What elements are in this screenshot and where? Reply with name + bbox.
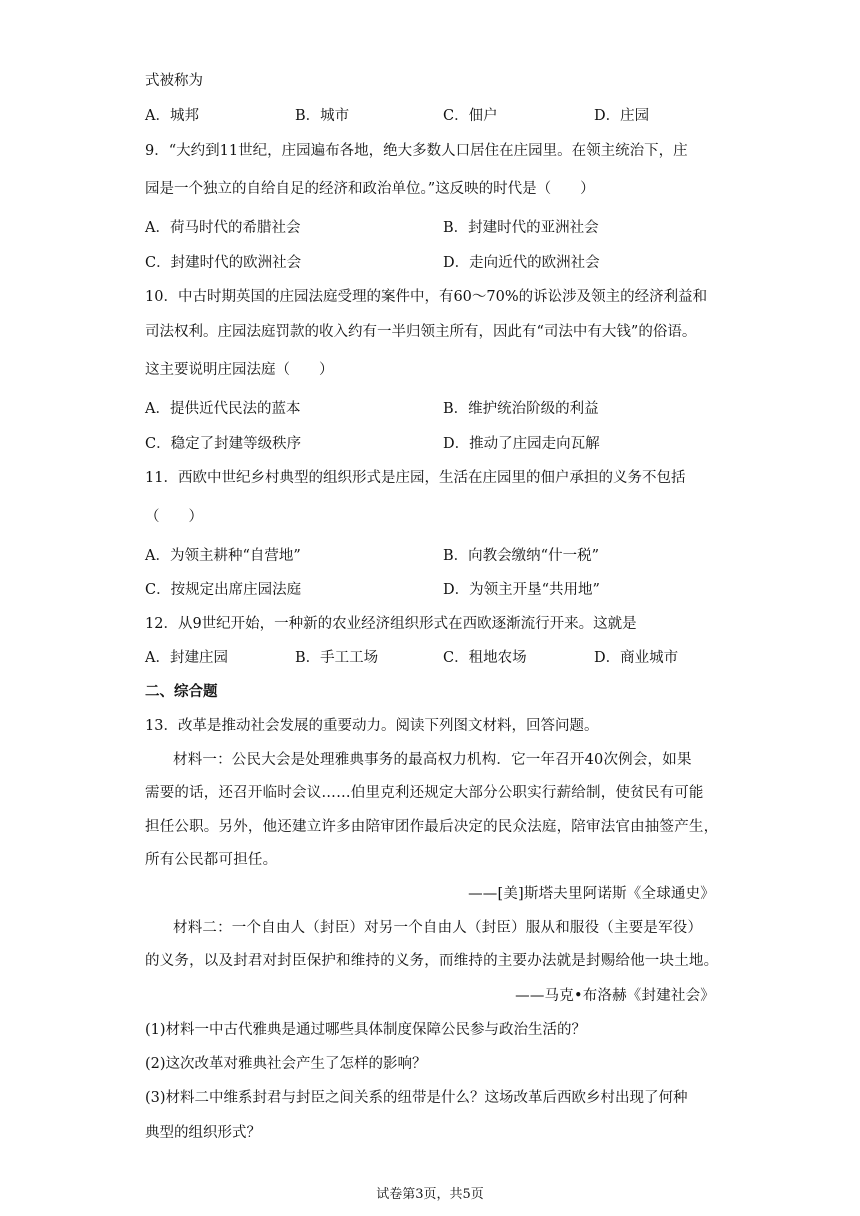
q8-stem-tail: 式被称为 — [145, 73, 203, 89]
q9-option-c: C．封建时代的欧洲社会 — [145, 255, 302, 271]
q13-subquestion-3-line-1: (3)材料二中维系封君与封臣之间关系的纽带是什么？这场改革后西欧乡村出现了何种 — [145, 1090, 688, 1106]
q9-option-b: B．封建时代的亚洲社会 — [443, 220, 599, 236]
material-1-line-3: 担任公职。另外，他还建立许多由陪审团作最后决定的民众法庭，陪审法官由抽签产生， — [145, 819, 719, 835]
q10-option-c: C．稳定了封建等级秩序 — [145, 436, 302, 452]
material-1-line-4: 所有公民都可担任。 — [145, 852, 278, 868]
q8-option-b: B．城市 — [295, 108, 350, 124]
q8-option-d: D．庄园 — [594, 108, 650, 124]
q10-line-2: 司法权利。庄园法庭罚款的收入约有一半归领主所有，因此有“司法中有大钱”的俗语。 — [145, 324, 697, 340]
q9-option-d: D．走向近代的欧洲社会 — [443, 255, 600, 271]
material-2-line-2: 的义务，以及封君对封臣保护和维持的义务，而维持的主要办法就是封赐给他一块土地。 — [145, 953, 719, 969]
q11-option-b: B．向教会缴纳“什一税” — [443, 548, 599, 564]
q11-option-a: A．为领主耕种“自营地” — [145, 548, 301, 564]
q12-option-c: C．租地农场 — [443, 650, 527, 666]
q10-option-b: B．维护统治阶级的利益 — [443, 401, 599, 417]
q9-line-2: 园是一个独立的自给自足的经济和政治单位。”这反映的时代是（ ） — [145, 181, 595, 197]
q10-line-1: 10．中古时期英国的庄园法庭受理的案件中，有60～70%的诉讼涉及领主的经济利益和 — [145, 289, 708, 305]
q9-line-1: 9．“大约到11世纪，庄园遍布各地，绝大多数人口居住在庄园里。在领主统治下，庄 — [145, 143, 688, 159]
q10-line-3: 这主要说明庄园法庭（ ） — [145, 362, 334, 378]
material-1-line-2: 需要的话，还召开临时会议……伯里克利还规定大部分公职实行薪给制，使贫民有可能 — [145, 785, 704, 801]
q13-stem: 13．改革是推动社会发展的重要动力。阅读下列图文材料，回答问题。 — [145, 718, 599, 734]
q9-option-a: A．荷马时代的希腊社会 — [145, 220, 301, 236]
q11-line-1: 11．西欧中世纪乡村典型的组织形式是庄园，生活在庄园里的佃户承担的义务不包括 — [145, 470, 686, 486]
q12-option-b: B．手工工场 — [295, 650, 379, 666]
q12-option-a: A．封建庄园 — [145, 650, 228, 666]
q8-option-c: C．佃户 — [443, 108, 498, 124]
q13-subquestion-2: (2)这次改革对雅典社会产生了怎样的影响？ — [145, 1056, 427, 1072]
q13-subquestion-3-line-2: 典型的组织形式？ — [145, 1125, 261, 1141]
section-heading: 二、综合题 — [145, 683, 218, 700]
q11-line-2: （ ） — [145, 509, 203, 525]
q12-line-1: 12．从9世纪开始，一种新的农业经济组织形式在西欧逐渐流行开来。这就是 — [145, 616, 637, 632]
material-2-line-1: 材料二：一个自由人（封臣）对另一个自由人（封臣）服从和服役（主要是军役） — [173, 920, 703, 936]
page-footer: 试卷第3页，共5页 — [376, 1187, 484, 1202]
q12-option-d: D．商业城市 — [594, 650, 679, 666]
material-1-source: ——[美]斯塔夫里阿诺斯《全球通史》 — [468, 886, 715, 902]
q11-option-d: D．为领主开垦“共用地” — [443, 582, 600, 598]
q10-option-a: A．提供近代民法的蓝本 — [145, 401, 301, 417]
q11-option-c: C．按规定出席庄园法庭 — [145, 582, 302, 598]
q13-subquestion-1: (1)材料一中古代雅典是通过哪些具体制度保障公民参与政治生活的？ — [145, 1022, 587, 1038]
material-1-line-1: 材料一：公民大会是处理雅典事务的最高权力机构．它一年召开40次例会，如果 — [173, 752, 692, 768]
material-2-source: ——马克•布洛赫《封建社会》 — [515, 988, 715, 1004]
q10-option-d: D．推动了庄园走向瓦解 — [443, 436, 600, 452]
q8-option-a: A．城邦 — [145, 108, 199, 124]
